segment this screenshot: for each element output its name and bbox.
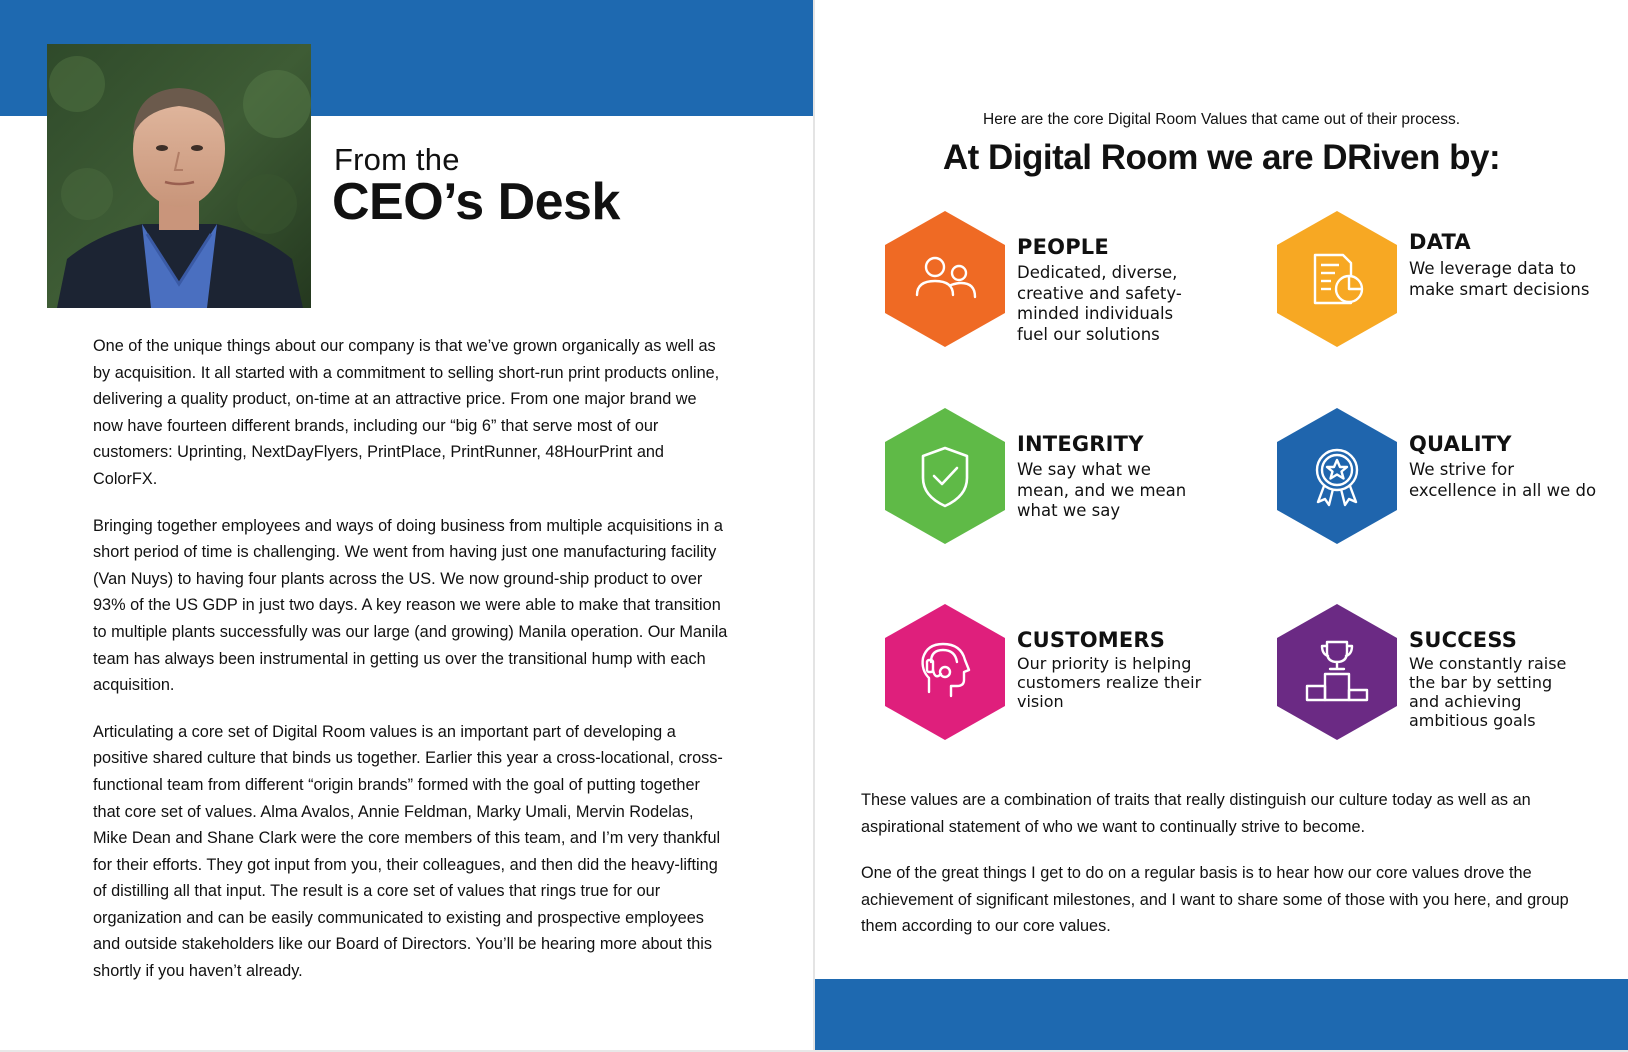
value-title: QUALITY — [1409, 432, 1512, 456]
left-page — [0, 0, 813, 1052]
trophy-podium-icon — [1277, 604, 1397, 740]
value-description: We say what we mean, and we mean what we say — [1017, 460, 1187, 520]
headset-icon — [885, 604, 1005, 740]
value-description: Our priority is helping customers realize their vision — [1017, 654, 1202, 711]
value-description: We constantly raise the bar by setting and achieving ambitious goals — [1409, 654, 1567, 730]
value-description: Dedicated, diverse, creative and safety-minded individuals fuel our solutions — [1017, 263, 1182, 344]
value-title: PEOPLE — [1017, 235, 1109, 259]
left-body-text — [93, 333, 728, 1005]
right-body-text — [861, 787, 1581, 960]
left-paragraph: Bringing together employees and ways of doing business from multiple acquisitions in a short period of time is challenging. We went from having just one manufacturing facility (Van Nuys) to having four plants across the US. We now ground-ship product to over 93% of the US GDP in just two days. A key reason we were able to make that transition to multiple plants successfully was our large (and growing) Manila operation. Our Manila team has always been instrumental in getting us over the transitional hump with each acquisition. — [93, 516, 728, 695]
right-paragraph: One of the great things I get to do on a regular basis is to hear how our core values drove the achievement of significant milestones, and I want to share some of those with you here, and group them according to our core values. — [861, 864, 1569, 936]
bottom-color-band — [815, 979, 1628, 1050]
value-title: CUSTOMERS — [1017, 628, 1166, 652]
people-icon — [885, 211, 1005, 347]
award-star-icon — [1277, 408, 1397, 544]
values-title: At Digital Room we are DRiven by: — [942, 138, 1501, 177]
heading-from-the: From the — [334, 142, 460, 177]
values-intro: Here are the core Digital Room Values that came out of their process. — [983, 111, 1460, 128]
ceo-photo — [47, 44, 311, 308]
value-title: SUCCESS — [1409, 628, 1518, 652]
value-title: DATA — [1409, 230, 1471, 254]
right-paragraph: These values are a combination of traits that really distinguish our culture today as well as an aspirational statement of who we want to continually strive to become. — [861, 791, 1531, 836]
value-description: We strive for excellence in all we do — [1409, 460, 1597, 500]
heading-ceos-desk: CEO’s Desk — [332, 173, 620, 231]
shield-check-icon — [885, 408, 1005, 544]
data-report-icon — [1277, 211, 1397, 347]
value-title: INTEGRITY — [1017, 432, 1144, 456]
value-description: We leverage data to make smart decisions — [1409, 259, 1590, 299]
left-paragraph: One of the unique things about our company is that we’ve grown organically as well as by acquisition. It all started with a commitment to selling short-run print products online, delivering a quality product, on-time at an attractive price. From one major brand we now have fourteen different brands, including our “big 6” that serve most of our customers: Uprinting, NextDayFlyers, PrintPlace, PrintRunner, 48HourPrint and ColorFX. — [93, 337, 720, 488]
left-paragraph: Articulating a core set of Digital Room values is an important part of developing a positive shared culture that binds us together. Earlier this year a cross-locational, cross-functional team from different “origin brands” formed with the goal of putting together that core set of values. Alma Avalos, Annie Feldman, Marky Umali, Mervin Rodelas, Mike Dean and Shane Clark were the core members of this team, and I’m very thankful for their efforts. They got input from you, their colleagues, and then did the heavy-lifting of distilling all that input. The result is a core set of values that rings true for our organization and can be easily communicated to existing and prospective employees and outside stakeholders like our Board of Directors. You’ll be hearing more about this shortly if you haven’t already. — [93, 722, 723, 981]
